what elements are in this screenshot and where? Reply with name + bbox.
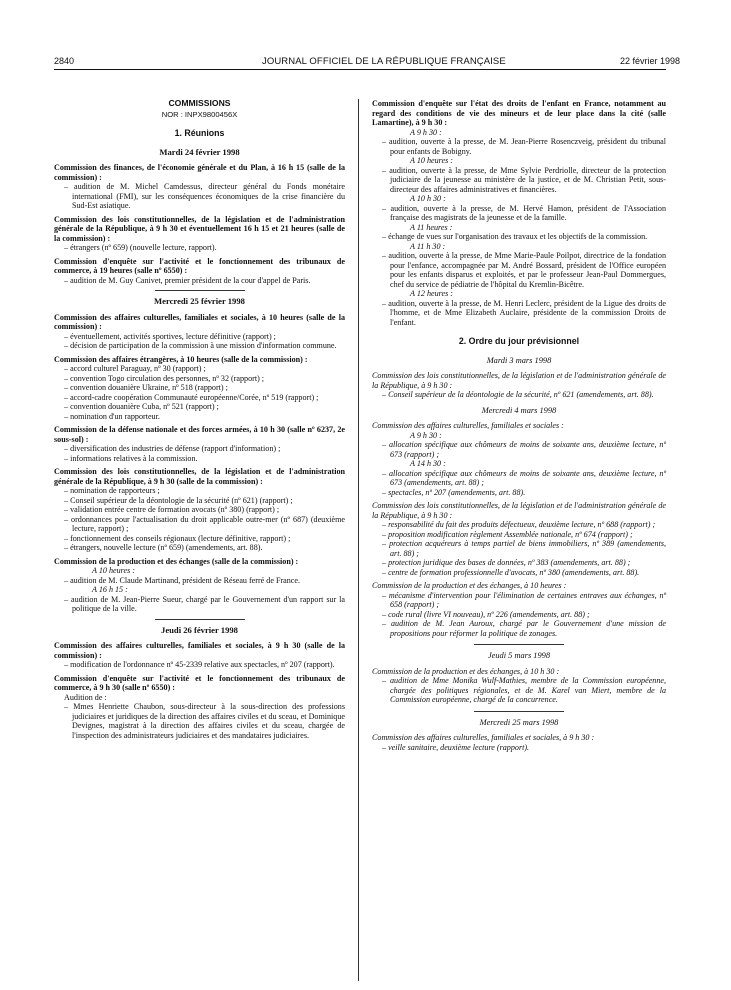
time-label: A 9 h 30 :: [410, 127, 442, 137]
time-label: A 10 h 30 :: [410, 194, 446, 203]
time-label: A 16 h 15 :: [92, 585, 128, 594]
commission-heading: Commission d'enquête sur l'activité et le fonctionnement des tribunaux de commerce, à 9 h 30 (salle nº 6550) :: [54, 673, 345, 692]
agenda-item: – audition, ouverte à la presse, de Mme Sylvie Perdriolle, directeur de la protection judiciaire de la jeunesse au ministère de la justice, et de M. Christian Petit, sous-directeur des affaires administratives et financières.: [382, 165, 666, 194]
agenda-item: – audition de M. Guy Canivet, premier président de la cour d'appel de Paris.: [64, 275, 311, 285]
agenda-item: – proposition modification règlement Assemblée nationale, nº 674 (rapport) ;: [382, 529, 633, 539]
commission-heading: Commission des affaires culturelles, familiales et sociales, à 9 h 30 :: [372, 733, 595, 742]
agenda-item: – éventuellement, activités sportives, lecture définitive (rapport) ;: [64, 331, 276, 341]
day-heading: Mardi 3 mars 1998: [486, 355, 552, 365]
time-label: A 11 heures :: [410, 222, 453, 232]
agenda-item: – code rural (livre VI nouveau), nº 226 (amendements, art. 88) ;: [382, 609, 590, 619]
separator-rule: [474, 644, 564, 645]
agenda-item: – nomination de rapporteurs ;: [64, 486, 160, 495]
agenda-item: – convention Togo circulation des personnes, nº 32 (rapport) ;: [64, 373, 265, 383]
heading-reunions: 1. Réunions: [174, 128, 225, 138]
agenda-item: – audition, ouverte à la presse, de M. Jean-Pierre Rosenczveig, président du tribunal pour enfants de Bobigny.: [382, 137, 666, 156]
agenda-item: – allocation spécifique aux chômeurs de moins de soixante ans, deuxième lecture, nº 673 (rapport) ;: [382, 440, 666, 459]
day-heading: Jeudi 5 mars 1998: [487, 651, 551, 660]
separator-rule: [474, 711, 564, 712]
column-separator: [358, 99, 359, 981]
time-label: A 12 heures :: [410, 289, 453, 298]
agenda-item: – modification de l'ordonnance nº 45-2339 relative aux spectacles, nº 207 (rapport).: [64, 660, 335, 669]
agenda-item: – convention douanière Ukraine, nº 518 (rapport) ;: [64, 383, 228, 392]
agenda-item: – protection juridique des bases de données, nº 383 (amendements, art. 88) ;: [382, 558, 631, 567]
section-title: COMMISSIONS: [168, 98, 231, 108]
agenda-item: – spectacles, nº 207 (amendements, art. 88).: [382, 487, 526, 497]
agenda-item: – protection acquéreurs à temps partiel de biens immobiliers, nº 389 (amendements, art. 88) ;: [382, 539, 666, 558]
agenda-item: – fonctionnement des conseils régionaux (lecture définitive, rapport) ;: [64, 533, 291, 543]
nor-reference: NOR : INPX9800456X: [161, 109, 238, 119]
audition-label: Audition de :: [64, 692, 107, 702]
agenda-item: – audition, ouverte à la presse, de M. Hervé Hamon, président de l'Association française des magistrats de la jeunesse et de la famille.: [382, 203, 666, 222]
agenda-item: – veille sanitaire, deuxième lecture (rapport).: [382, 742, 530, 752]
commission-heading: Commission des lois constitutionnelles, de la législation et de l'administration générale de la République, à 9 h 30 et éventuellement 16 h 15 et 21 heures (salle de la commission) :: [54, 214, 345, 243]
journal-title: JOURNAL OFFICIEL DE LA RÉPUBLIQUE FRANÇAISE: [262, 56, 506, 67]
agenda-item: – responsabilité du fait des produits défectueux, deuxième lecture, nº 688 (rapport) ;: [382, 520, 656, 529]
right-column: [372, 99, 666, 752]
day-heading: Mercredi 4 mars 1998: [481, 405, 557, 415]
commission-heading: Commission des affaires culturelles, familiales et sociales, à 10 heures (salle de la commission) :: [54, 312, 345, 331]
commission-heading: Commission des lois constitutionnelles, de la législation et de l'administration générale de la République, à 9 h 30 (salle de la commission) :: [54, 467, 345, 486]
agenda-item: – audition de Mme Monika Wulf-Mathies, membre de la Commission européenne, chargée des politiques régionales, et de M. Karel van Miert, membre de la Commission européenne, chargé de la concurrence.: [382, 676, 666, 704]
agenda-item: – Mmes Henriette Chaubon, sous-directeur à la sous-direction des professions judiciaires et juridiques de la direction des affaires civiles et du sceau, et Dominique Devignes, magistrat à la direction des affaires civiles et du sceau, chargée de l'inspection des administrateurs judiciaires et des mandataires judiciaires.: [64, 702, 345, 740]
day-heading: Mercredi 25 mars 1998: [479, 717, 559, 727]
agenda-item: – informations relatives à la commission.: [64, 453, 198, 463]
agenda-item: – centre de formation professionnelle d'avocats, nº 380 (amendements, art. 88).: [382, 567, 640, 577]
time-label: A 10 heures :: [410, 156, 453, 165]
left-column: [54, 99, 345, 740]
commission-heading: Commission de la production et des échanges, à 10 heures :: [372, 581, 567, 590]
agenda-item: – convention douanière Cuba, nº 521 (rapport) ;: [64, 402, 219, 411]
commission-heading: Commission de la défense nationale et des forces armées, à 10 h 30 (salle nº 6237, 2e sous-sol) :: [54, 425, 345, 444]
day-heading: Jeudi 26 février 1998: [161, 624, 238, 635]
commission-heading: Commission des affaires étrangères, à 10 heures (salle de la commission) :: [54, 354, 308, 364]
page-number: 2840: [54, 56, 75, 66]
agenda-item: – échange de vues sur l'organisation des travaux et les objectifs de la commission.: [382, 232, 648, 241]
agenda-item: – étrangers, nouvelle lecture (nº 659) (amendements, art. 88).: [64, 543, 263, 552]
commission-heading: Commission de la production et des échanges (salle de la commission) :: [54, 556, 299, 566]
day-heading: Mercredi 25 février 1998: [154, 296, 245, 306]
commission-heading: Commission des affaires culturelles, familiales et sociales, à 9 h 30 (salle de la commission) :: [54, 641, 345, 660]
agenda-item: – audition, ouverte à la presse, de M. Henri Leclerc, président de la Ligue des droits de l'homme, et de Mme Elizabeth Auclaire, présidente de la commission Droits de l'enfant.: [382, 298, 666, 327]
header-rule: [54, 69, 666, 70]
commission-heading: Commission des lois constitutionnelles, de la législation et de l'administration générale de la République, à 9 h 30 :: [372, 501, 666, 520]
agenda-item: – validation entrée centre de formation avocats (nº 380) (rapport) ;: [64, 505, 280, 514]
agenda-item: – audition de M. Jean-Pierre Sueur, chargé par le Gouvernement d'un rapport sur la politique de la ville.: [64, 594, 345, 613]
agenda-item: – diversification des industries de défense (rapport d'information) ;: [64, 444, 281, 453]
agenda-item: – nomination d'un rapporteur.: [64, 411, 160, 421]
commission-heading: Commission des affaires culturelles, familiales et sociales :: [372, 421, 564, 430]
time-label: A 14 h 30 :: [410, 459, 446, 468]
time-label: A 11 h 30 :: [410, 241, 446, 251]
commission-heading: Commission des lois constitutionnelles, de la législation et de l'administration générale de la République, à 9 h 30 :: [372, 371, 666, 390]
agenda-item: – accord-cadre coopération Communauté européenne/Corée, nº 519 (rapport) ;: [64, 392, 319, 402]
agenda-item: – accord culturel Paraguay, nº 30 (rapport) ;: [64, 364, 206, 373]
commission-heading: Commission des finances, de l'économie générale et du Plan, à 16 h 15 (salle de la commission) :: [54, 163, 345, 182]
agenda-item: – audition de M. Claude Martinand, président de Réseau ferré de France.: [64, 575, 300, 585]
commission-heading: Commission d'enquête sur l'état des droits de l'enfant en France, notamment au regard des conditions de vie des mineurs et de leur place dans la cité (salle Lamartine), à 9 h 30 :: [372, 99, 666, 127]
agenda-item: – Conseil supérieur de la déontologie de la sécurité, nº 621 (amendements, art. 88).: [382, 390, 654, 399]
heading-ordre-du-jour: 2. Ordre du jour prévisionnel: [458, 336, 580, 346]
day-heading: Mardi 24 février 1998: [159, 146, 240, 157]
agenda-item: – audition de M. Jean Auroux, chargé par le Gouvernement d'une mission de propositions pour réformer la politique de zonages.: [382, 619, 666, 638]
page-header: [0, 0, 731, 67]
agenda-item: – mécanisme d'intervention pour l'élimination de certaines entraves aux échanges, nº 658 (rapport) ;: [382, 590, 666, 609]
agenda-item: – étrangers (nº 659) (nouvelle lecture, rapport).: [64, 243, 217, 252]
separator-rule: [155, 290, 245, 291]
agenda-item: – audition, ouverte à la presse, de Mme Marie-Paule Poilpot, directrice de la fondation pour l'enfance, accompagnée par M. André Bossard, président de l'Office européen pour les enfants disparus et exploités, et par le professeur Jean-Paul Dommergues, chef du service de pédiatrie de l'hôpital du Kremlin-Bicêtre.: [382, 251, 666, 289]
separator-rule: [155, 619, 245, 620]
issue-date: 22 février 1998: [620, 56, 681, 66]
agenda-item: – décision de participation de la commission à une mission d'information commune.: [64, 341, 337, 350]
agenda-item: – allocation spécifique aux chômeurs de moins de soixante ans, deuxième lecture, nº 673 (amendements, art. 88) ;: [382, 468, 666, 487]
commission-heading: Commission de la production et des échanges, à 10 h 30 :: [372, 666, 560, 676]
commission-heading: Commission d'enquête sur l'activité et le fonctionnement des tribunaux de commerce, à 19 heures (salle nº 6550) :: [54, 256, 345, 275]
time-label: A 9 h 30 :: [410, 430, 442, 440]
agenda-item: – ordonnances pour l'actualisation du droit applicable outre-mer (nº 687) (deuxième lecture, rapport) ;: [64, 514, 345, 533]
agenda-item: – audition de M. Michel Camdessus, directeur général du Fonds monétaire international (FMI), sur les conséquences économiques de la crise financière du Sud-Est asiatique.: [64, 182, 345, 210]
time-label: A 10 heures :: [92, 566, 135, 575]
agenda-item: – Conseil supérieur de la déontologie de la sécurité (nº 621) (rapport) ;: [64, 495, 293, 505]
